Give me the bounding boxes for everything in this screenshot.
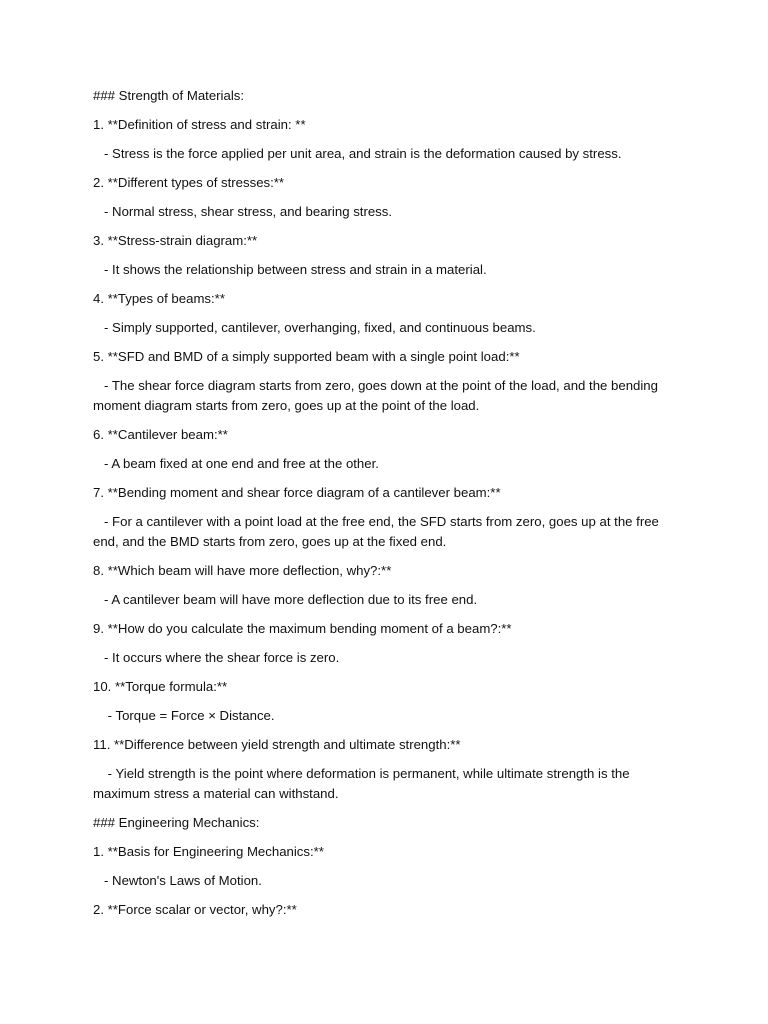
answer-3: - It shows the relationship between stress and strain in a material. <box>93 262 487 277</box>
em-answer-1: - Newton's Laws of Motion. <box>93 873 262 888</box>
section-heading-engineering-mechanics: ### Engineering Mechanics: <box>93 815 260 830</box>
em-question-1: 1. **Basis for Engineering Mechanics:** <box>93 844 324 859</box>
question-10: 10. **Torque formula:** <box>93 679 228 694</box>
question-11: 11. **Difference between yield strength and ultimate strength:** <box>93 737 461 752</box>
question-5: 5. **SFD and BMD of a simply supported beam with a single point load:** <box>93 349 520 364</box>
answer-7: - For a cantilever with a point load at the free end, the SFD starts from zero, goes up at the free end, and the BMD starts from zero, goes up at the fixed end. <box>93 514 663 549</box>
answer-2: - Normal stress, shear stress, and bearing stress. <box>93 204 393 219</box>
question-4: 4. **Types of beams:** <box>93 291 225 306</box>
question-3: 3. **Stress-strain diagram:** <box>93 233 258 248</box>
answer-5: - The shear force diagram starts from zero, goes down at the point of the load, and the bending moment diagram starts from zero, goes up at the point of the load. <box>93 378 662 413</box>
answer-11: - Yield strength is the point where deformation is permanent, while ultimate strength is the maximum stress a material can withstand. <box>93 766 634 801</box>
answer-1: - Stress is the force applied per unit area, and strain is the deformation caused by stress. <box>93 146 622 161</box>
em-question-2: 2. **Force scalar or vector, why?:** <box>93 902 297 917</box>
document-body <box>93 86 683 929</box>
question-7: 7. **Bending moment and shear force diagram of a cantilever beam:** <box>93 485 501 500</box>
answer-4: - Simply supported, cantilever, overhanging, fixed, and continuous beams. <box>93 320 536 335</box>
answer-9: - It occurs where the shear force is zero. <box>93 650 340 665</box>
question-8: 8. **Which beam will have more deflection, why?:** <box>93 563 392 578</box>
answer-8: - A cantilever beam will have more deflection due to its free end. <box>93 592 478 607</box>
question-2: 2. **Different types of stresses:** <box>93 175 285 190</box>
section-heading-strength-of-materials: ### Strength of Materials: <box>93 88 245 103</box>
question-1: 1. **Definition of stress and strain: ** <box>93 117 306 132</box>
answer-6: - A beam fixed at one end and free at the other. <box>93 456 379 471</box>
question-9: 9. **How do you calculate the maximum bending moment of a beam?:** <box>93 621 512 636</box>
answer-10: - Torque = Force × Distance. <box>93 708 275 723</box>
question-6: 6. **Cantilever beam:** <box>93 427 228 442</box>
